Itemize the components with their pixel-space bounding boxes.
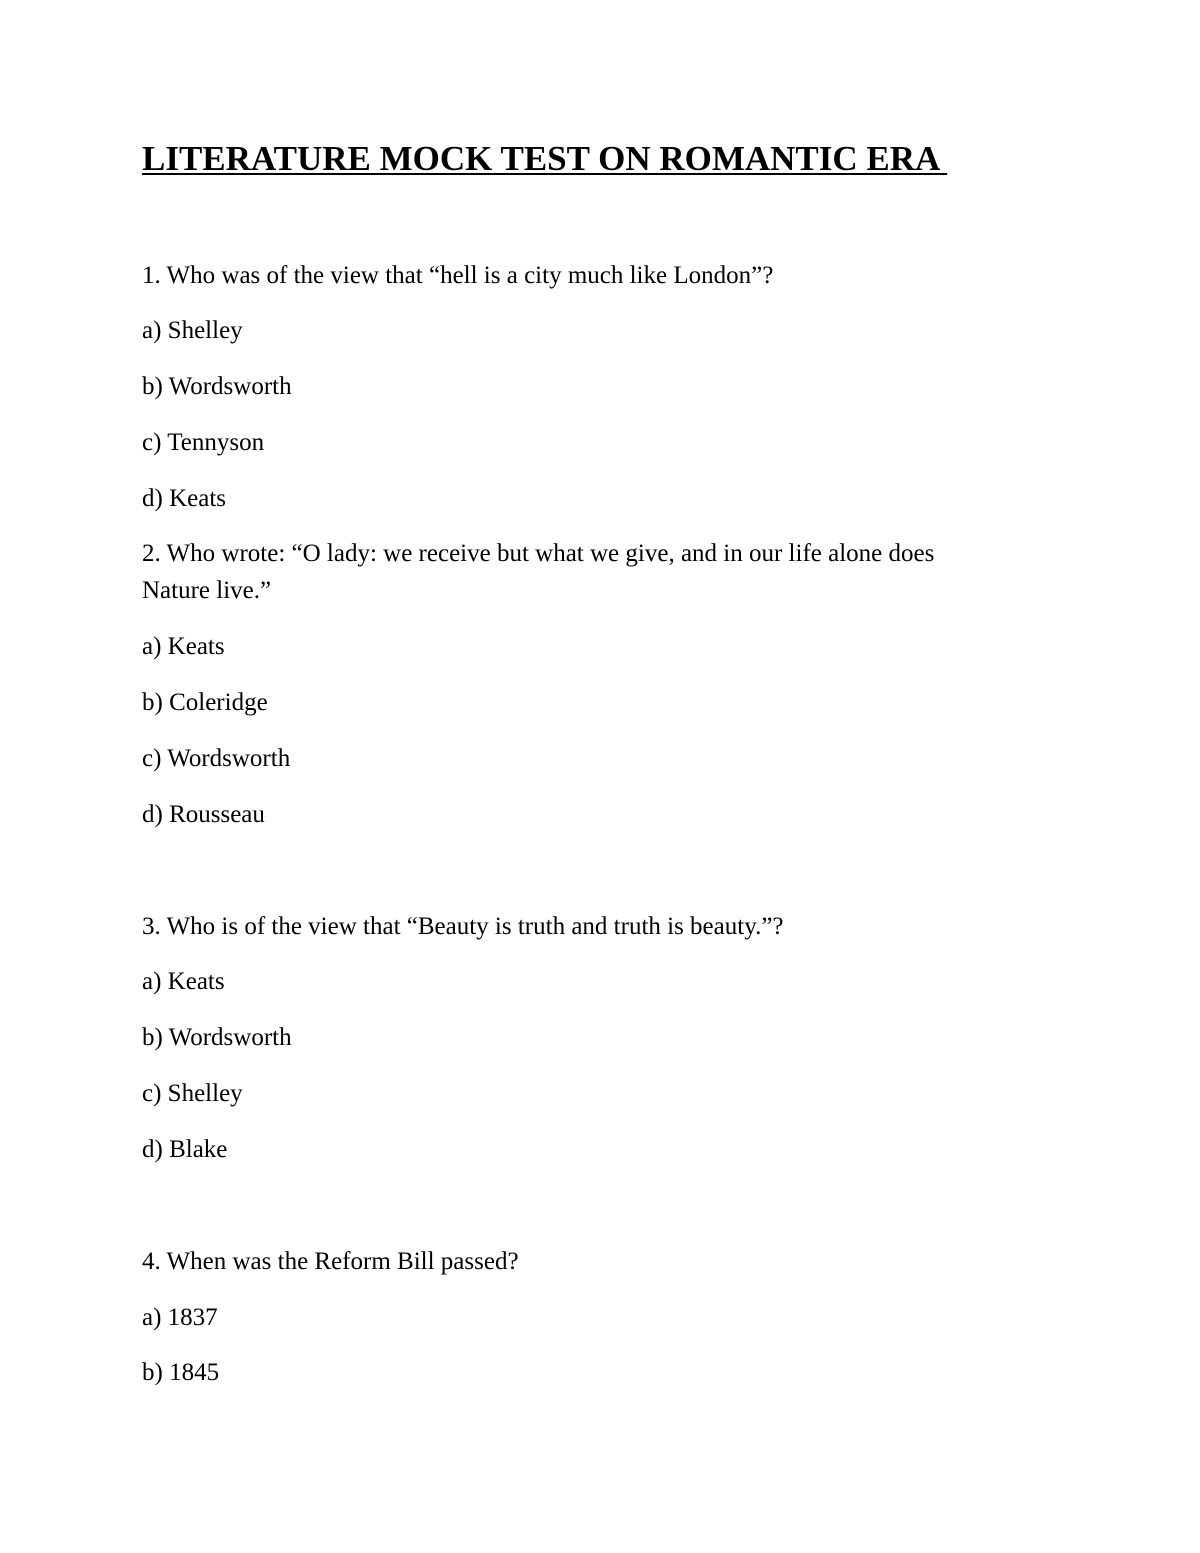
question-2-option-a: a) Keats [142,633,225,660]
question-2-option-c: c) Wordsworth [142,745,291,772]
question-3-option-b: b) Wordsworth [142,1024,292,1051]
question-2-option-d: d) Rousseau [142,801,265,828]
question-1-option-b: b) Wordsworth [142,373,292,400]
question-1-text: 1. Who was of the view that “hell is a city much like London”? [142,262,774,289]
question-4-text: 4. When was the Reform Bill passed? [142,1248,519,1275]
question-3-option-a: a) Keats [142,968,225,995]
question-4-option-b: b) 1845 [142,1359,220,1386]
question-2-option-b: b) Coleridge [142,689,268,716]
question-3-option-c: c) Shelley [142,1080,243,1107]
question-1-option-d: d) Keats [142,485,226,512]
page-title: LITERATURE MOCK TEST ON ROMANTIC ERA [142,139,948,178]
question-4-option-a: a) 1837 [142,1304,218,1331]
question-1-option-a: a) Shelley [142,317,243,344]
question-2-text: 2. Who wrote: “O lady: we receive but what we give, and in our life alone does Nature live.” [142,540,935,604]
question-3-text: 3. Who is of the view that “Beauty is truth and truth is beauty.”? [142,913,784,940]
question-1-option-c: c) Tennyson [142,429,265,456]
question-3-option-d: d) Blake [142,1136,228,1163]
